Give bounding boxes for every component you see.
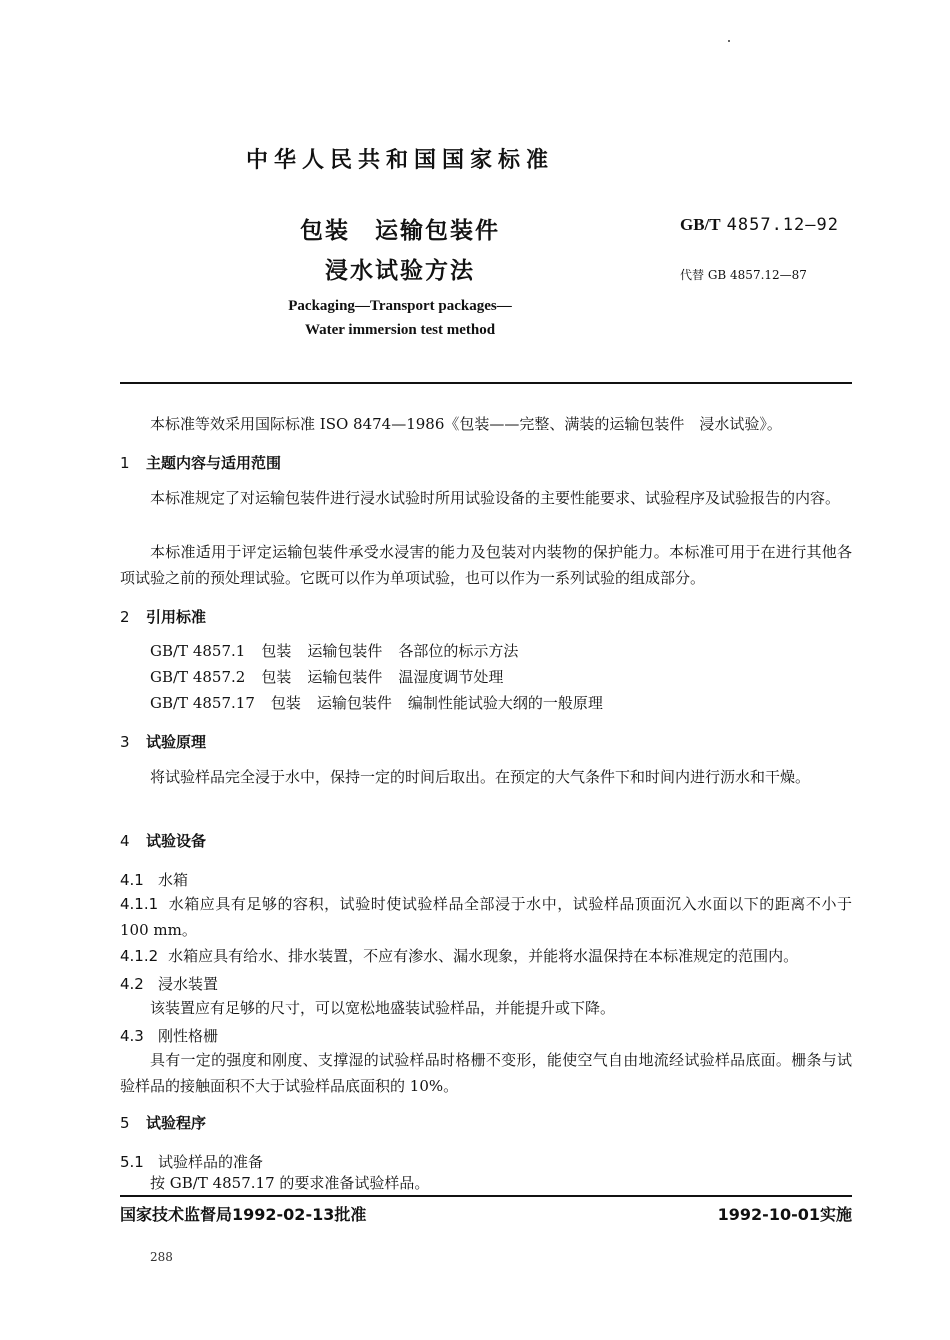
subsection-4-3-text: 具有一定的强度和刚度、支撑湿的试验样品时格栅不变形，能使空气自由地流经试验样品底面。栅条与试验样品的接触面积不大于试验样品底面积的 10%。 bbox=[120, 1051, 852, 1095]
effective-date: 1992-10-01实施 bbox=[717, 1205, 852, 1224]
subsection-number: 4.3 bbox=[120, 1027, 144, 1045]
reference-code: GB/T 4857.2 bbox=[150, 668, 246, 686]
clause-4-1-2 bbox=[120, 943, 852, 969]
clause-4-1-1 bbox=[120, 891, 852, 943]
reference-code: GB/T 4857.17 bbox=[150, 694, 255, 712]
standard-code: 4857.12—92 bbox=[726, 215, 839, 235]
standard-prefix: GB/T bbox=[680, 215, 721, 234]
section-number: 2 bbox=[120, 608, 130, 626]
reference-part-b: 运输包装件 bbox=[307, 668, 383, 686]
section-4-heading bbox=[120, 830, 206, 851]
subsection-title: 刚性格栅 bbox=[158, 1027, 219, 1045]
subsection-number: 5.1 bbox=[120, 1153, 144, 1171]
page-number: 288 bbox=[150, 1250, 173, 1264]
reference-part-b: 运输包装件 bbox=[307, 642, 383, 660]
section-title: 试验程序 bbox=[146, 1114, 207, 1132]
footer-divider bbox=[120, 1195, 852, 1197]
reference-part-c: 各部位的标示方法 bbox=[398, 642, 519, 660]
section-1-paragraph-2: 本标准适用于评定运输包装件承受水浸害的能力及包装对内装物的保护能力。本标准可用于在进行其他各项试验之前的预处理试验。它既可以作为单项试验，也可以作为一系列试验的组成部分。 bbox=[120, 543, 852, 587]
english-title-line-2: Water immersion test method bbox=[304, 322, 496, 338]
english-title-line-1: Packaging—Transport packages— bbox=[288, 298, 512, 314]
section-title: 主题内容与适用范围 bbox=[146, 454, 282, 472]
reference-item bbox=[150, 690, 619, 716]
standard-number bbox=[680, 215, 839, 235]
subsection-number: 4.1 bbox=[120, 871, 144, 889]
reference-part-b: 运输包装件 bbox=[316, 694, 392, 712]
section-5-heading bbox=[120, 1112, 206, 1133]
title-line-2: 浸水试验方法 bbox=[325, 258, 475, 284]
section-title: 试验设备 bbox=[146, 832, 207, 850]
clause-number: 4.1.2 bbox=[120, 947, 159, 965]
subsection-4-2-text: 该装置应有足够的尺寸，可以宽松地盛装试验样品，并能提升或下降。 bbox=[150, 999, 616, 1017]
clause-text: 水箱应具有足够的容积，试验时使试验样品全部浸于水中，试验样品顶面沉入水面以下的距离不小于 100 mm。 bbox=[120, 895, 852, 939]
section-number: 3 bbox=[120, 733, 130, 751]
section-1-heading bbox=[120, 452, 281, 473]
scan-speck bbox=[728, 40, 730, 42]
approval-date: 国家技术监督局1992-02-13批准 bbox=[120, 1205, 367, 1224]
section-title: 试验原理 bbox=[146, 733, 207, 751]
subsection-4-1 bbox=[120, 869, 188, 890]
reference-part-a: 包装 bbox=[261, 642, 292, 660]
section-number: 5 bbox=[120, 1114, 130, 1132]
intro-paragraph: 本标准等效采用国际标准 ISO 8474—1986《包装——完整、满装的运输包装件 浸水试验》。 bbox=[150, 415, 782, 433]
reference-code: GB/T 4857.1 bbox=[150, 642, 246, 660]
clause-number: 4.1.1 bbox=[120, 895, 159, 913]
reference-item bbox=[150, 664, 519, 690]
section-title: 引用标准 bbox=[146, 608, 207, 626]
section-1-paragraph-1: 本标准规定了对运输包装件进行浸水试验时所用试验设备的主要性能要求、试验程序及试验报告的内容。 bbox=[150, 489, 841, 507]
section-3-paragraph: 将试验样品完全浸于水中，保持一定的时间后取出。在预定的大气条件下和时间内进行沥水和干燥。 bbox=[150, 768, 811, 786]
subsection-4-2 bbox=[120, 973, 218, 994]
subsection-number: 4.2 bbox=[120, 975, 144, 993]
title-line-1: 包装 运输包装件 bbox=[300, 218, 500, 244]
reference-part-a: 包装 bbox=[261, 668, 292, 686]
section-2-heading bbox=[120, 606, 206, 627]
subsection-5-1-text: 按 GB/T 4857.17 的要求准备试验样品。 bbox=[150, 1174, 430, 1192]
subsection-title: 试验样品的准备 bbox=[158, 1153, 264, 1171]
section-3-heading bbox=[120, 731, 206, 752]
subsection-5-1 bbox=[120, 1151, 263, 1172]
reference-item bbox=[150, 638, 534, 664]
subsection-4-3 bbox=[120, 1025, 218, 1046]
clause-text: 水箱应具有给水、排水装置，不应有渗水、漏水现象，并能将水温保持在本标准规定的范围内。 bbox=[168, 947, 799, 965]
reference-part-c: 温湿度调节处理 bbox=[398, 668, 504, 686]
reference-part-c: 编制性能试验大纲的一般原理 bbox=[407, 694, 603, 712]
section-number: 4 bbox=[120, 832, 130, 850]
subsection-title: 水箱 bbox=[158, 871, 189, 889]
section-number: 1 bbox=[120, 454, 130, 472]
reference-part-a: 包装 bbox=[270, 694, 301, 712]
replaces-standard: 代替 GB 4857.12—87 bbox=[680, 268, 807, 282]
header-divider bbox=[120, 382, 852, 384]
national-standard-title: 中华人民共和国国家标准 bbox=[245, 148, 554, 173]
subsection-title: 浸水装置 bbox=[158, 975, 219, 993]
